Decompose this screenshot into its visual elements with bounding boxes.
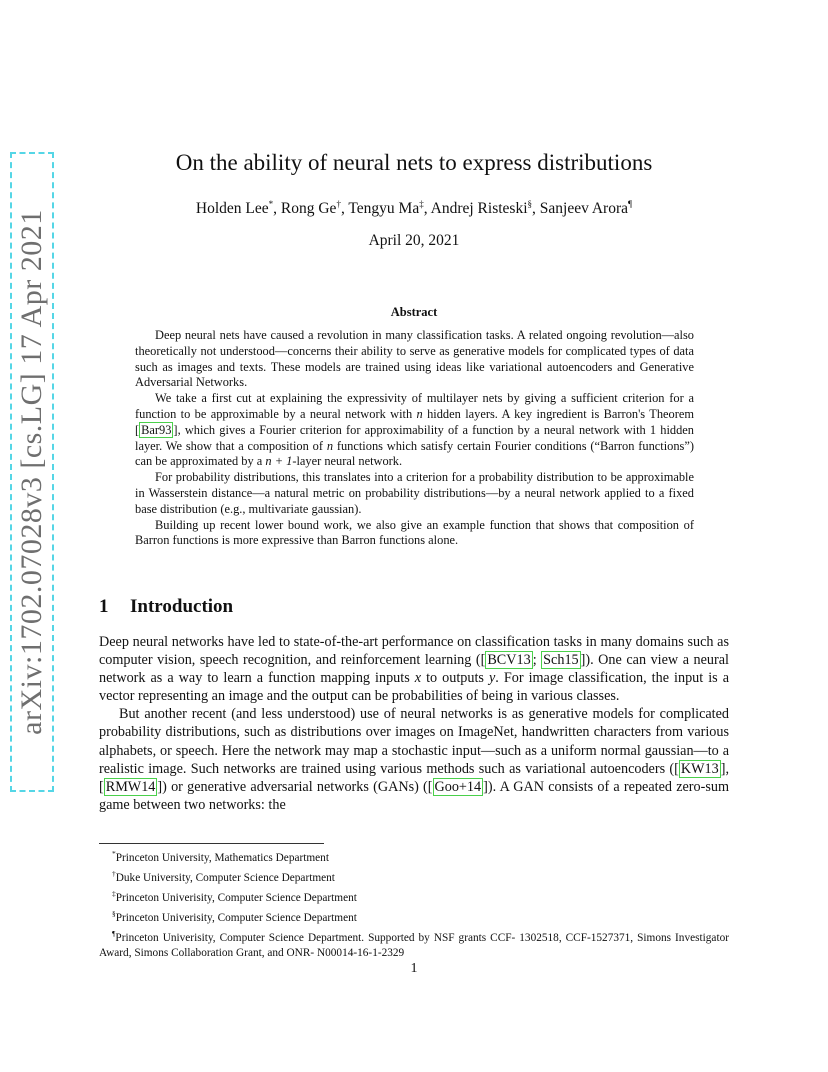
text-run: hidden layers. A key ingredient is Barron's Theorem bbox=[422, 406, 694, 421]
paper-title: On the ability of neural nets to express distributions bbox=[175, 150, 653, 175]
text-run: ) or generative adversarial networks (GANs) ( bbox=[162, 778, 428, 795]
footnote-text: Duke University, Computer Science Department bbox=[115, 871, 335, 884]
math-variable: x bbox=[414, 670, 422, 687]
abstract-paragraph: We take a first cut at explaining the expressivity of multilayer nets by giving a sufficient criterion for a function to be approximable by a neural network with n hidden layers. A key ingredient is Barron's Theorem [ Bar93 ], which gives a Fourier criterion for approximability of a function by a neural network with 1 hidden layer. We show that a composition of n functions which satisfy certain Fourier conditions (“Barron functions”) can be approximated by a n + 1-layer neural network. bbox=[135, 391, 694, 469]
abstract-paragraph: Deep neural nets have caused a revolution in many classification tasks. A related ongoing revolution—also theoretically not understood—concerns their ability to serve as generative models for complicated types of data such as images and texts. These models are trained using ideas like variational autoencoders and Generative Adversarial Networks. bbox=[135, 328, 694, 390]
footnote-mark: ¶ bbox=[112, 929, 116, 939]
text-run: -layer neural network. bbox=[292, 454, 403, 469]
abstract-body bbox=[135, 328, 694, 549]
math-variable: y bbox=[488, 670, 496, 687]
footnote-mark: ‡ bbox=[112, 889, 116, 899]
footnote-text: Princeton Univerisity, Computer Science Department bbox=[115, 891, 357, 904]
footnote-text: Princeton Univerisity, Computer Science Department bbox=[115, 911, 357, 924]
section-number: 1 bbox=[99, 596, 109, 617]
author-name: Holden Lee bbox=[195, 200, 269, 218]
text-run: functions which satisfy certain Fourier conditions (“Barron functions”) can be approximated by a bbox=[135, 438, 694, 469]
footnotes bbox=[99, 846, 729, 962]
text-run: to outputs bbox=[421, 670, 489, 687]
footnote-mark: § bbox=[112, 909, 116, 919]
page-number: 1 bbox=[410, 961, 418, 976]
citation-link[interactable]: KW13 bbox=[680, 760, 719, 777]
author-list: Holden Lee*, Rong Ge†, Tengyu Ma‡, Andrej Risteski§, Sanjeev Arora¶ bbox=[195, 199, 633, 218]
citation-link[interactable]: Sch15 bbox=[543, 652, 579, 669]
footnote-mark: * bbox=[112, 849, 116, 858]
text-run: . For image classification, the input is a vector representing an image and the output can be probabilities of being in various classes. bbox=[99, 670, 730, 705]
author-name: Rong Ge bbox=[280, 200, 337, 218]
text-run: ). A GAN consists of a repeated zero-sum game between two networks: the bbox=[99, 778, 729, 813]
citation-link[interactable]: Goo+14 bbox=[434, 778, 482, 795]
arxiv-identifier-stamp[interactable]: arXiv:1702.07028v3 [cs.LG] 17 Apr 2021 bbox=[10, 152, 54, 792]
math-variable: n bbox=[416, 406, 423, 421]
author-footnote-mark[interactable]: ‡ bbox=[419, 199, 424, 209]
citation-link[interactable]: RMW14 bbox=[105, 778, 156, 795]
text-run: ; bbox=[532, 652, 542, 669]
text-run: We take a first cut at explaining the expressivity of multilayer nets by giving a sufficient criterion for a function to be approximable by a neural network with bbox=[135, 391, 694, 421]
footnote bbox=[99, 886, 729, 906]
footnote-text: Princeton University, Mathematics Department bbox=[115, 851, 329, 864]
author-name: Sanjeev Arora bbox=[539, 200, 628, 218]
text-run: , bbox=[725, 760, 729, 777]
citation-link[interactable]: BCV13 bbox=[487, 652, 531, 669]
section-heading bbox=[99, 596, 233, 618]
abstract-paragraph: For probability distributions, this translates into a criterion for a probability distribution to be approximable in Wasserstein distance—a natural metric on probability distributions—by a neural network applied to a fixed base distribution (e.g., multivariate gaussian). bbox=[135, 470, 694, 516]
text-run: But another recent (and less understood) use of neural networks is as generative models for complicated probability distributions, such as distributions over images on ImageNet, handwritten characters from various alphabets, or speech. Here the network may map a stochastic input—such as a uniform normal gaussian—to a realistic image. Such networks are trained using various methods such as variational autoencoders ( bbox=[99, 706, 729, 777]
author-footnote-mark[interactable]: § bbox=[527, 199, 533, 209]
footnote-mark: † bbox=[112, 869, 116, 879]
publication-date: April 20, 2021 bbox=[368, 232, 460, 249]
math-variable: n bbox=[326, 438, 334, 453]
text-run: Deep neural networks have led to state-of-the-art performance on classification tasks in many domains such as computer vision, speech recognition, and reinforcement learning ( bbox=[99, 634, 729, 669]
footnote bbox=[99, 906, 729, 926]
math-expression: n + 1 bbox=[265, 454, 293, 469]
footnote bbox=[99, 846, 729, 866]
footnote bbox=[99, 866, 729, 886]
footnote bbox=[99, 926, 729, 961]
citation-link[interactable]: Bar93 bbox=[141, 422, 172, 437]
author-footnote-mark[interactable]: * bbox=[268, 199, 274, 209]
footnote-text: Princeton Univerisity, Computer Science Department. Supported by NSF grants CCF- 1302518, CCF-1527371, Simons Investigator Award, Simons Collaboration Grant, and ONR- N00014-16-1-2329 bbox=[99, 932, 729, 960]
body-paragraph: Deep neural networks have led to state-of-the-art performance on classification tasks in many domains such as computer vision, speech recognition, and reinforcement learning ([ BCV13 ; Sch15 ]). One can view a neural network as a way to learn a function mapping inputs x to outputs y. For image classification, the input is a vector representing an image and the output can be probabilities of being in various classes. bbox=[99, 634, 730, 705]
footnote-divider bbox=[99, 843, 324, 844]
text-run: ). One can view a neural network as a way to learn a function mapping inputs bbox=[99, 652, 729, 687]
section-title: Introduction bbox=[130, 596, 234, 617]
introduction-body bbox=[99, 633, 729, 814]
text-run: , which gives a Fourier criterion for approximability of a function by a neural network with 1 hidden layer. We show that a composition of bbox=[135, 422, 694, 453]
author-footnote-mark[interactable]: ¶ bbox=[628, 199, 633, 209]
author-name: Tengyu Ma bbox=[348, 200, 420, 218]
author-footnote-mark[interactable]: † bbox=[336, 199, 341, 209]
abstract-paragraph: Building up recent lower bound work, we also give an example function that shows that composition of Barron functions is more expressive than Barron functions alone. bbox=[135, 517, 694, 548]
abstract-heading: Abstract bbox=[390, 305, 438, 319]
body-paragraph: But another recent (and less understood) use of neural networks is as generative models for complicated probability distributions, such as distributions over images on ImageNet, handwritten characters from various alphabets, or speech. Here the network may map a stochastic input—such as a uniform normal gaussian—to a realistic image. Such networks are trained using various methods such as variational autoencoders ([ KW13 ], [ RMW14 ]) or generative adversarial networks (GANs) ([ Goo+14 ]). A GAN consists of a repeated zero-sum game between two networks: the bbox=[99, 706, 729, 813]
author-name: Andrej Risteski bbox=[430, 200, 528, 218]
